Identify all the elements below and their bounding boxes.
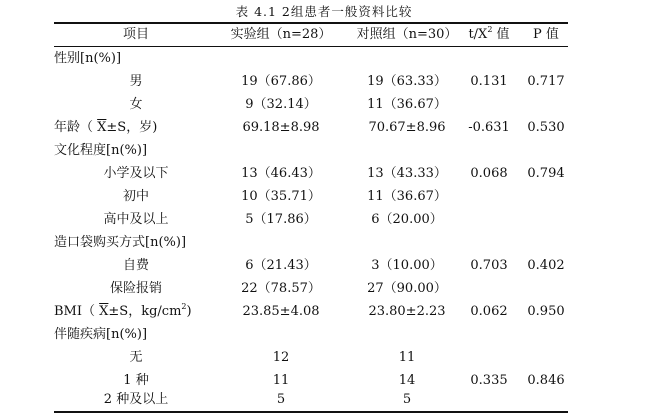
row-p-value: 0.846 <box>527 373 565 388</box>
row-control-value: 27（90.00） <box>367 281 447 296</box>
row-item: 造口袋购买方式[n(%)] <box>54 235 187 250</box>
row-item: 无 <box>129 350 143 365</box>
row-experimental-value: 19（67.86） <box>241 74 321 89</box>
header-test-statistic: $t/X^2$ 值 <box>468 25 510 42</box>
row-p-value: 0.402 <box>527 258 565 273</box>
table-row <box>54 93 568 116</box>
table-row <box>54 254 568 277</box>
table-row <box>54 388 568 411</box>
row-control-value: 11 <box>398 350 416 365</box>
row-test-statistic: 0.703 <box>470 258 508 273</box>
row-control-value: 19（63.33） <box>367 74 447 89</box>
row-p-value: 0.950 <box>527 304 565 319</box>
table-header-row <box>54 23 568 46</box>
row-experimental-value: 69.18±8.98 <box>242 120 320 135</box>
row-experimental-value: 22（78.57） <box>241 281 321 296</box>
row-test-statistic: 0.068 <box>470 166 508 181</box>
row-control-value: 11（36.67） <box>367 97 447 112</box>
header-p-value: P 值 <box>533 27 559 42</box>
table-row <box>54 162 568 185</box>
row-control-value: 3（10.00） <box>371 258 443 273</box>
row-item: BMI（ $\overline{X}\pm S$，$kg/cm^2$) <box>54 302 192 319</box>
table-row <box>54 185 568 208</box>
row-item: 高中及以上 <box>103 212 169 227</box>
table-row <box>54 231 568 254</box>
header-item: 项目 <box>122 27 149 42</box>
row-experimental-value: 12 <box>272 350 290 365</box>
row-item: 文化程度[n(%)] <box>54 143 148 158</box>
table-row <box>54 277 568 300</box>
row-item: 小学及以下 <box>103 166 169 181</box>
row-test-statistic: 0.335 <box>470 373 508 388</box>
row-item: 伴随疾病[n(%)] <box>54 327 148 342</box>
row-item: 性别[n(%)] <box>54 51 122 66</box>
row-p-value: 0.717 <box>527 74 565 89</box>
row-control-value: 13（43.33） <box>367 166 447 181</box>
header-control-group: 对照组（n=30） <box>356 27 458 42</box>
table-row <box>54 323 568 346</box>
row-experimental-value: 6（21.43） <box>245 258 317 273</box>
row-control-value: 6（20.00） <box>371 212 443 227</box>
row-item: 女 <box>129 97 143 112</box>
table-row <box>54 47 568 70</box>
table-row <box>54 346 568 369</box>
row-item: 初中 <box>122 189 149 204</box>
row-experimental-value: 5 <box>276 392 286 407</box>
table-bottom-rule <box>54 411 568 413</box>
row-item: 2 种及以上 <box>103 392 169 407</box>
row-item: 年龄（ $\overline{X}\pm S$，岁) <box>54 120 158 135</box>
row-p-value: 0.794 <box>527 166 565 181</box>
row-test-statistic: -0.631 <box>468 120 510 135</box>
row-experimental-value: 9（32.14） <box>245 97 317 112</box>
row-experimental-value: 5（17.86） <box>245 212 317 227</box>
row-control-value: 23.80±2.23 <box>368 304 446 319</box>
row-control-value: 5 <box>402 392 412 407</box>
row-control-value: 14 <box>398 373 416 388</box>
row-item: 男 <box>129 74 143 89</box>
header-experimental-group: 实验组（n=28） <box>230 27 332 42</box>
table-row <box>54 300 568 323</box>
row-experimental-value: 10（35.71） <box>241 189 321 204</box>
row-test-statistic: 0.062 <box>470 304 508 319</box>
row-item: 保险报销 <box>109 281 162 296</box>
table-row <box>54 70 568 93</box>
row-experimental-value: 13（46.43） <box>241 166 321 181</box>
row-item: 1 种 <box>123 373 149 388</box>
row-experimental-value: 11 <box>272 373 290 388</box>
table-row <box>54 139 568 162</box>
row-experimental-value: 23.85±4.08 <box>242 304 320 319</box>
row-item: 自费 <box>122 258 149 273</box>
table-row <box>54 208 568 231</box>
table-caption: 表 4.1 2组患者一般资料比较 <box>235 4 413 19</box>
row-p-value: 0.530 <box>527 120 565 135</box>
row-control-value: 11（36.67） <box>367 189 447 204</box>
row-control-value: 70.67±8.96 <box>368 120 446 135</box>
table-row <box>54 116 568 139</box>
row-test-statistic: 0.131 <box>470 74 508 89</box>
